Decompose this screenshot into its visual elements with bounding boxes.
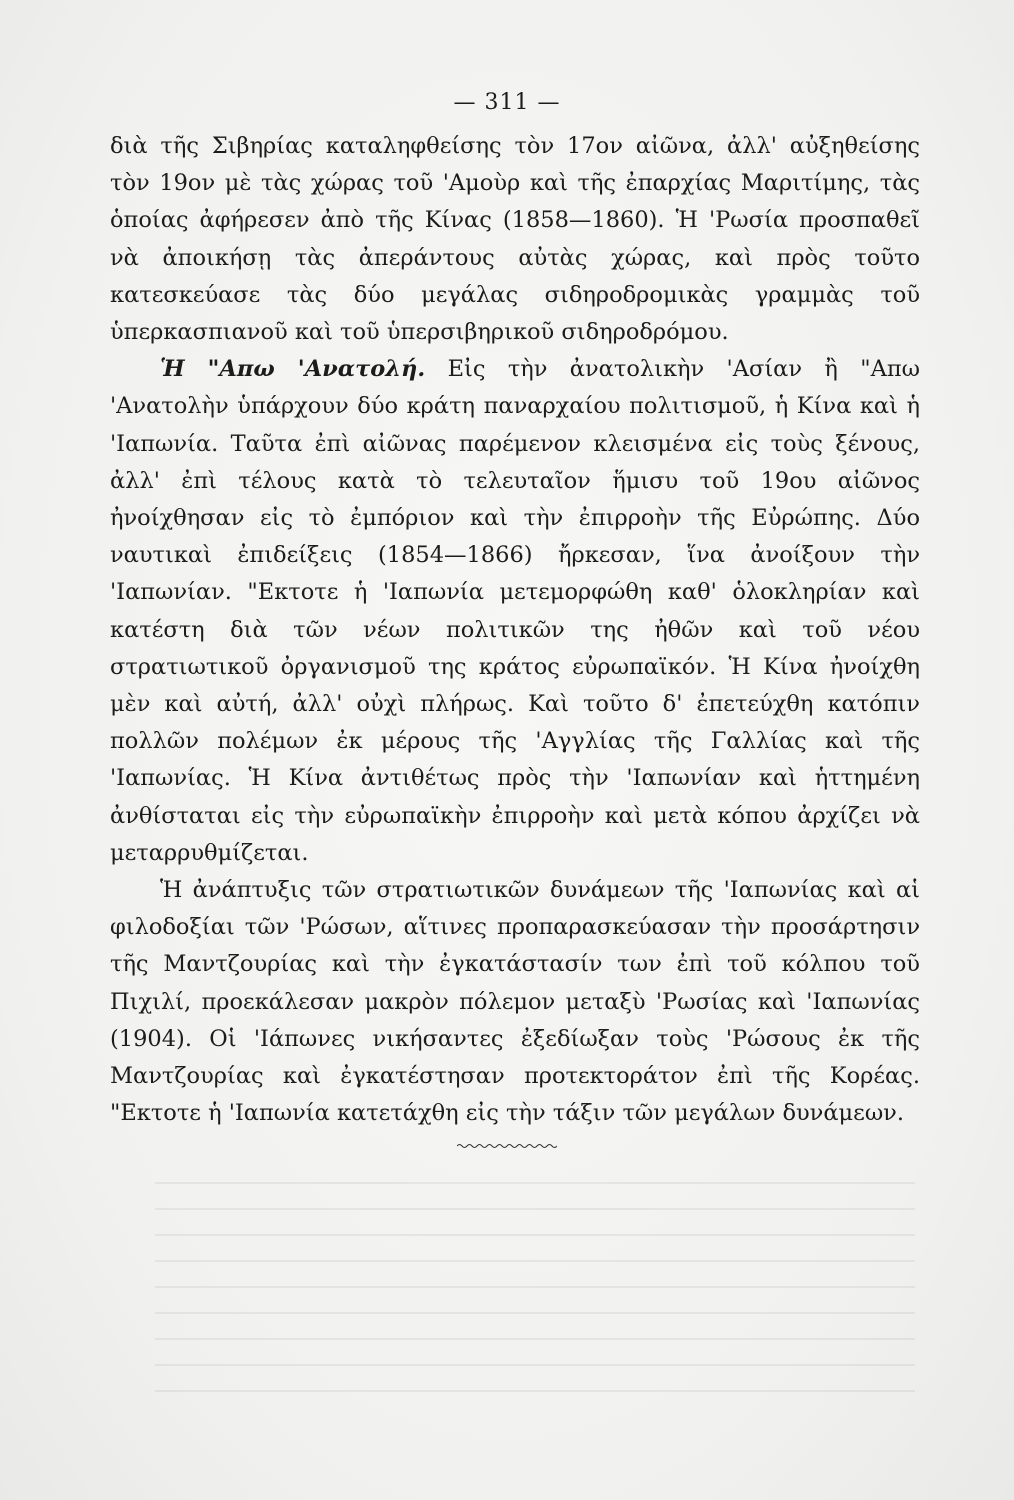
paragraph-far-east-text: Εἰς τὴν ἀνατολικὴν 'Ασίαν ἢ "Απω 'Ανατολὴν ὑπάρχουν δύο κράτη παναρχαίου πολιτισμοῦ, ἡ Κίνα καὶ ἡ 'Ιαπωνία. Ταῦτα ἐπὶ αἰῶνας παρέμενον κλεισμένα εἰς τοὺς ξένους, ἀλλ' ἐπὶ τέλους κατὰ τὸ τελευταῖον ἥμισυ τοῦ 19ου αἰῶνος ἠνοίχθησαν εἰς τὸ ἐμπόριον καὶ τὴν ἐπιρροὴν τῆς Εὐρώπης. Δύο ναυτικαὶ ἐπιδείξεις (1854—1866) ἤρκεσαν, ἵνα ἀνοίξουν τὴν 'Ιαπωνίαν. "Εκτοτε ἡ 'Ιαπωνία μετεμορφώθη καθ' ὁλοκληρίαν καὶ κατέστη διὰ τῶν νέων πολιτικῶν της ἠθῶν καὶ τοῦ νέου στρατιωτικοῦ ὀργανισμοῦ της κράτος εὐρωπαϊκόν. Ἡ Κίνα ἠνοίχθη μὲν καὶ αὐτή, ἀλλ' οὐχὶ πλήρως. Καὶ τοῦτο δ' ἐπετεύχθη κατόπιν πολλῶν πολέμων ἐκ μέρους τῆς 'Αγγλίας τῆς Γαλλίας καὶ τῆς 'Ιαπωνίας. Ἡ Κίνα ἀντιθέτως πρὸς τὴν 'Ιαπωνίαν καὶ ἡττημένη ἀνθίσταται εἰς τὴν εὐρωπαϊκὴν ἐπιρροὴν καὶ μετὰ κόπου ἀρχίζει νὰ μεταρρυθμίζεται. [110, 356, 921, 866]
wavy-rule-ornament [457, 1143, 557, 1149]
show-through-text [155, 1182, 915, 1412]
paragraph-russo-japanese-war: Ἡ ἀνάπτυξις τῶν στρατιωτικῶν δυνάμεων τῆς 'Ιαπωνίας καὶ αἱ φιλοδοξίαι τῶν 'Ρώσων, αἵτινες προπαρασκεύασαν τὴν προσάρτησιν τῆς Μαντζουρίας καὶ τὴν ἐγκατάστασίν των ἐπὶ τοῦ κόλπου τοῦ Πιχιλί, προεκάλεσαν μακρὸν πόλεμον μεταξὺ 'Ρωσίας καὶ 'Ιαπωνίας (1904). Οἱ 'Ιάπωνες νικήσαντες ἐξεδίωξαν τοὺς 'Ρώσους ἐκ τῆς Μαντζουρίας καὶ ἐγκατέστησαν προτεκτοράτον ἐπὶ τῆς Κορέας. "Εκτοτε ἡ 'Ιαπωνία κατετάχθη εἰς τὴν τάξιν τῶν μεγάλων δυνάμεων. [110, 877, 920, 1127]
page-number: — 311 — [453, 90, 561, 115]
paragraph-far-east [110, 351, 920, 872]
paragraph-siberia: διὰ τῆς Σιβηρίας καταληφθείσης τὸν 17ον αἰῶνα, ἀλλ' αὐξηθείσης τὸν 19ον μὲ τὰς χώρας τοῦ 'Αμοὺρ καὶ τῆς ἐπαρχίας Μαριτίμης, τὰς ὁποίας ἀφήρεσεν ἀπὸ τῆς Κίνας (1858—1860). Ἡ 'Ρωσία προσπαθεῖ νὰ ἀποικήσῃ τὰς ἀπεράντους αὐτὰς χώρας, καὶ πρὸς τοῦτο κατεσκεύασε τὰς δύο μεγάλας σιδηροδρομικὰς γραμμὰς τοῦ ὑπερκασπιανοῦ καὶ τοῦ ὑπερσιβηρικοῦ σιδηροδρόμου. [110, 133, 920, 346]
body-text [110, 128, 920, 1132]
section-heading: Ἡ "Απω 'Ανατολή. [160, 356, 426, 383]
